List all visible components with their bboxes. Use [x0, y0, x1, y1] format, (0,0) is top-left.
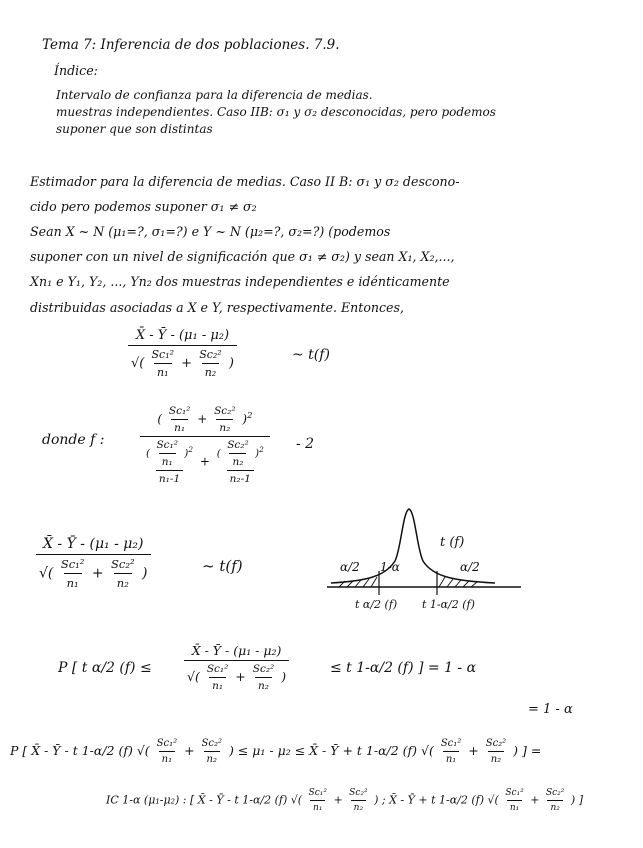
dist-tick-right: t 1-α/2 (f) — [422, 598, 475, 611]
dist-label-left-alpha: α/2 — [340, 560, 360, 574]
t-distribution-sketch — [325, 505, 525, 605]
statistic-repeat-rhs: ~ t(f) — [202, 557, 243, 575]
prob2-expression: P [ X̄ - Ȳ - t 1-α/2 (f) √( $\frac{\text{Sc₁²}}{\text{n₁}}$ + $\frac{\text{Sc₂²}}{\text{n₂}}$ ) ≤ μ₁ - μ₂ ≤ X̄ - Ȳ + t 1-α/2 (f) √( $\frac{\text{Sc₁²}}{\text{n₁}}$ + $\frac{\text{Sc₂²}}{\text{n₂}}$ ) ] = — [10, 738, 542, 765]
page-title: Tema 7: Inferencia de dos poblaciones. 7.9. — [42, 37, 340, 53]
df-numerator: ( $\frac{\text{Sc₁²}}{\text{n₁}}$ + $\frac{\text{Sc₂²}}{\text{n₂}}$ )$^2$ — [157, 405, 253, 434]
confidence-interval: IC 1-α (μ₁-μ₂) : [ X̄ - Ȳ - t 1-α/2 (f) √( $\frac{\text{Sc₁²}}{\text{n₁}}$ + $\frac{\text{Sc₂²}}{\text{n₂}}$ ) ; X̄ - Ȳ + t 1-α/2 (f) √( $\frac{\text{Sc₁²}}{\text{n₁}}$ + $\frac{\text{Sc₂²}}{\text{n₂}}$ ) ] — [106, 788, 583, 813]
prob1-lead: P [ t α/2 (f) ≤ — [58, 660, 152, 676]
body-line-3: Sean X ~ N (μ₁=?, σ₁=?) e Y ~ N (μ₂=?, σ₂=?) (podemos — [30, 224, 391, 239]
body-line-4: suponer con un nivel de significación que σ₁ ≠ σ₂) y sean X₁, X₂,..., — [30, 249, 455, 264]
statistic-formula — [128, 328, 237, 379]
statistic-rhs: ~ t(f) — [292, 347, 330, 363]
dist-label-center: 1-α — [380, 560, 400, 574]
body-line-2: cido pero podemos suponer σ₁ ≠ σ₂ — [30, 199, 257, 214]
index-line-3: suponer que son distintas — [56, 122, 213, 136]
prob1-fraction: X̄ - Ȳ - (μ₁ - μ₂) √( $\frac{\text{Sc₁²}}{\text{n₁}}$ + $\frac{\text{Sc₂²}}{\text{n₂}}$ ) — [184, 643, 289, 692]
prob1-tail: ≤ t 1-α/2 (f) ] = 1 - α — [330, 660, 477, 676]
df-denominator: ( $\frac{\text{Sc₁²}}{\text{n₁}}$ )$^2$ n₁-1 + ( $\frac{\text{Sc₂²}}{\text{n₂}}$ )$^2$ n₂-1 — [140, 436, 270, 485]
body-line-5: Xn₁ e Y₁, Y₂, ..., Yn₂ dos muestras independientes e idénticamente — [30, 274, 450, 289]
right-tail-hatch — [439, 577, 477, 587]
statistic-formula-repeat: X̄ - Ȳ - (μ₁ - μ₂) √( $\frac{\text{Sc₁²}}{\text{n₁}}$ + $\frac{\text{Sc₂²}}{\text{n₂}}$ ) — [36, 536, 151, 590]
index-line-2: muestras independientes. Caso IIB: σ₁ y σ₂ desconocidas, pero podemos — [56, 105, 496, 119]
df-lead: donde f : — [42, 432, 105, 448]
statistic-numerator: X̄ - Ȳ - (μ₁ - μ₂) — [135, 328, 230, 343]
df-formula — [140, 405, 270, 485]
index-heading: Índice: — [54, 63, 98, 78]
body-line-6: distribuidas asociadas a X e Y, respectivamente. Entonces, — [30, 300, 404, 315]
body-line-1: Estimador para la diferencia de medias. Caso II B: σ₁ y σ₂ descono- — [30, 174, 460, 189]
equals-one-minus-alpha: = 1 - α — [528, 702, 573, 717]
index-line-1: Intervalo de confianza para la diferencia de medias. — [56, 88, 373, 102]
dist-label-right-alpha: α/2 — [460, 560, 480, 574]
dist-tick-left: t α/2 (f) — [355, 598, 398, 611]
df-tail: - 2 — [296, 436, 315, 452]
dist-label-tf: t (f) — [440, 535, 465, 550]
statistic-denominator: √( $\frac{\text{Sc₁²}}{\text{n₁}}$ + $\frac{\text{Sc₂²}}{\text{n₂}}$ ) — [128, 345, 237, 379]
